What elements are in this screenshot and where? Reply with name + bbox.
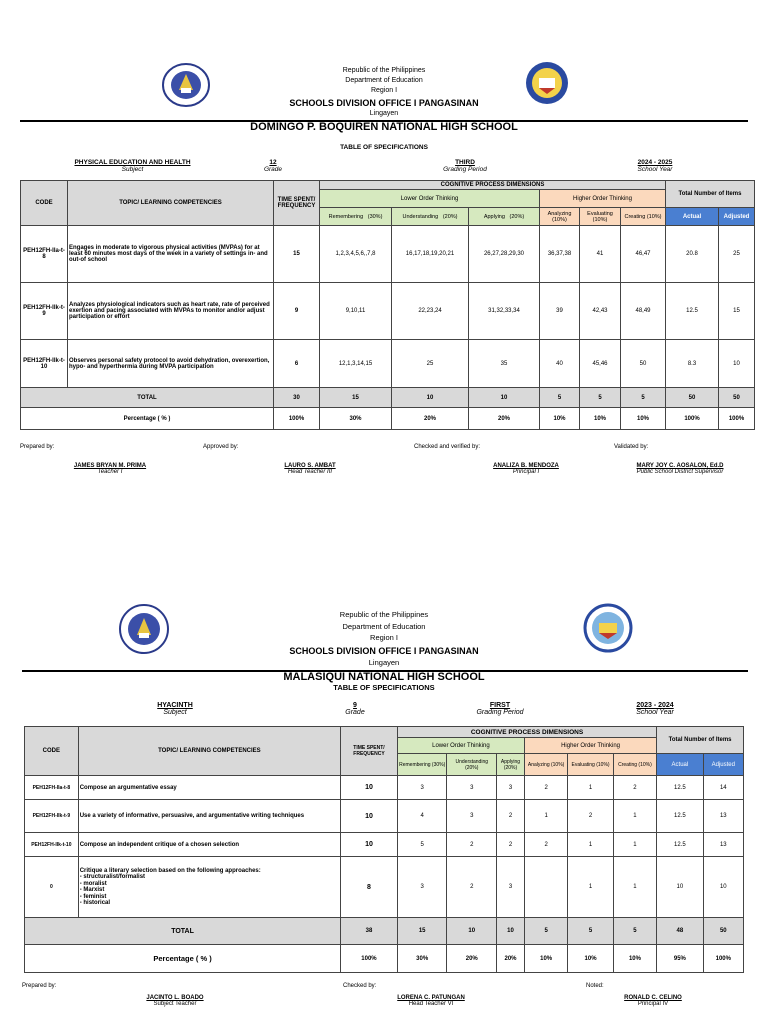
row-adjusted: 10	[719, 340, 755, 388]
period-label: Grading Period	[443, 166, 487, 173]
row-time: 8	[341, 857, 398, 918]
col-time: TIME SPENT/ FREQUENCY	[274, 181, 320, 226]
col-hot: Higher Order Thinking	[524, 738, 656, 754]
row-topic: Critique a literary selection based on the following approaches: - structuralist/formalist - moralist - Marxist - feminist - historical	[78, 857, 340, 918]
row-adjusted: 13	[703, 800, 743, 833]
grade-label: Grade	[345, 709, 365, 716]
checked-name: ANALIZA B. MENDOZA	[493, 463, 559, 469]
col-evaluating: Evaluating (10%)	[580, 208, 621, 226]
checked-role: Head Teacher VI	[408, 1001, 454, 1007]
row-topic: Compose an independent critique of a chosen selection	[78, 833, 340, 857]
percent-actual: 100%	[666, 408, 719, 430]
checked-label: Checked by:	[343, 983, 377, 989]
total-label: TOTAL	[25, 918, 341, 945]
row-actual: 12.5	[657, 800, 703, 833]
percent-und: 20%	[447, 945, 497, 973]
row-und: 25	[392, 340, 469, 388]
row-time: 15	[274, 226, 320, 283]
header-division: SCHOOLS DIVISION OFFICE I PANGASINAN	[289, 98, 479, 108]
prepared-name: JAMES BRYAN M. PRIMA	[73, 463, 147, 469]
und-label: Understanding	[402, 213, 439, 220]
col-actual: Actual	[657, 754, 703, 776]
col-creating: Creating (10%)	[621, 208, 666, 226]
header-republic: Republic of the Philippines	[342, 67, 426, 74]
row-topic: Engages in moderate to vigorous physical activities (MVPAs) for at least 60 minutes most days of the week in a variety of settings in- and out-of school	[68, 226, 274, 283]
checked-role: Principal I	[512, 469, 540, 475]
row-cre: 2	[613, 776, 656, 800]
year-value: 2024 - 2025	[637, 159, 673, 166]
school-name: MALASIQUI NATIONAL HIGH SCHOOL	[283, 671, 485, 683]
doc-title: TABLE OF SPECIFICATIONS	[333, 683, 435, 692]
percent-und: 20%	[392, 408, 469, 430]
total-ana: 5	[524, 918, 567, 945]
grade-field	[248, 159, 298, 173]
percent-time: 100%	[274, 408, 320, 430]
tos-table	[24, 726, 744, 973]
row-cre: 48,49	[621, 283, 666, 340]
col-evaluating: Evaluating (10%)	[568, 754, 613, 776]
year-field	[610, 702, 700, 716]
total-eva: 5	[568, 918, 613, 945]
signatory-approved	[250, 463, 370, 475]
col-total-items: Total Number of Items	[666, 181, 755, 208]
col-remembering: Remembering (30%)	[397, 754, 447, 776]
header-region: Region I	[370, 87, 398, 94]
row-cre: 1	[613, 857, 656, 918]
row-code: PEH12FH-IIk-t-10	[21, 340, 68, 388]
col-topic: TOPIC/ LEARNING COMPETENCIES	[78, 727, 340, 776]
total-row	[21, 388, 755, 408]
header-city: Lingayen	[368, 658, 400, 667]
header-city: Lingayen	[369, 110, 399, 117]
subject-field	[130, 702, 220, 716]
percent-rem: 30%	[397, 945, 447, 973]
row-actual: 8.3	[666, 340, 719, 388]
row-rem: 4	[397, 800, 447, 833]
col-understanding: Understanding (20%)	[447, 754, 497, 776]
row-eva: 2	[568, 800, 613, 833]
approved-label: Approved by:	[203, 444, 239, 450]
percent-eva: 10%	[580, 408, 621, 430]
row-rem: 12,1,3,14,15	[320, 340, 392, 388]
percent-adjusted: 100%	[719, 408, 755, 430]
year-field	[610, 159, 700, 173]
header-division: SCHOOLS DIVISION OFFICE I PANGASINAN	[289, 646, 479, 656]
col-creating: Creating (10%)	[613, 754, 656, 776]
checked-label: Checked and verified by:	[414, 444, 481, 450]
row-eva: 1	[568, 857, 613, 918]
total-app: 10	[469, 388, 540, 408]
row-rem: 9,10,11	[320, 283, 392, 340]
signatory-prepared	[50, 463, 170, 475]
noted-role: Principal IV	[637, 1001, 669, 1007]
percent-rem: 30%	[320, 408, 392, 430]
row-time: 6	[274, 340, 320, 388]
row-cre: 46,47	[621, 226, 666, 283]
row-eva: 41	[580, 226, 621, 283]
subject-label: Subject	[163, 709, 187, 716]
col-analyzing: Analyzing (10%)	[524, 754, 567, 776]
percent-app: 20%	[469, 408, 540, 430]
total-ana: 5	[540, 388, 580, 408]
row-ana: 40	[540, 340, 580, 388]
row-time: 10	[341, 833, 398, 857]
row-rem: 3	[397, 857, 447, 918]
prepared-name: JACINTO L. BOADO	[146, 995, 204, 1001]
signatory-validated	[605, 463, 755, 475]
row-time: 10	[341, 776, 398, 800]
table-row	[21, 283, 755, 340]
row-eva: 1	[568, 776, 613, 800]
percent-row	[21, 408, 755, 430]
noted-label: Noted:	[586, 983, 604, 989]
col-topic: TOPIC/ LEARNING COMPETENCIES	[68, 181, 274, 226]
row-adjusted: 25	[719, 226, 755, 283]
percent-cre: 10%	[621, 408, 666, 430]
row-ana: 36,37,38	[540, 226, 580, 283]
subject-value: HYACINTH	[157, 702, 193, 709]
grade-label: Grade	[263, 166, 283, 173]
prepared-label: Prepared by:	[22, 983, 57, 989]
period-value: FIRST	[489, 702, 511, 709]
col-hot: Higher Order Thinking	[540, 190, 666, 208]
row-und: 3	[447, 800, 497, 833]
tos-table	[20, 180, 755, 430]
total-app: 10	[497, 918, 525, 945]
percent-cre: 10%	[613, 945, 656, 973]
row-app: 3	[497, 857, 525, 918]
und-pct: (20%)	[442, 213, 458, 220]
grade-field	[330, 702, 380, 716]
row-code: PEH12FH-IIa-t-8	[25, 776, 79, 800]
row-time: 10	[341, 800, 398, 833]
period-field	[460, 702, 540, 716]
row-adjusted: 15	[719, 283, 755, 340]
header-deped: Department of Education	[345, 77, 423, 84]
grade-value: 12	[269, 159, 277, 166]
row-app: 2	[497, 833, 525, 857]
percent-label: Percentage ( % )	[25, 945, 341, 973]
col-lot: Lower Order Thinking	[397, 738, 524, 754]
row-app: 26,27,28,29,30	[469, 226, 540, 283]
row-ana: 2	[524, 776, 567, 800]
year-label: School Year	[637, 166, 673, 173]
table-row	[25, 776, 744, 800]
total-und: 10	[392, 388, 469, 408]
rem-label: Remembering	[328, 213, 364, 220]
row-eva: 45,46	[580, 340, 621, 388]
validated-label: Validated by:	[614, 444, 649, 450]
subject-label: Subject	[121, 166, 144, 173]
percent-adjusted: 100%	[703, 945, 743, 973]
total-label: TOTAL	[21, 388, 274, 408]
percent-actual: 95%	[657, 945, 703, 973]
total-cre: 5	[621, 388, 666, 408]
prepared-role: Teacher I	[97, 469, 123, 475]
row-und: 2	[447, 857, 497, 918]
noted-name: RONALD C. CELINO	[624, 995, 682, 1001]
col-cpd: COGNITIVE PROCESS DIMENSIONS	[397, 727, 656, 738]
percent-row	[25, 945, 744, 973]
percent-label: Percentage ( % )	[21, 408, 274, 430]
percent-eva: 10%	[568, 945, 613, 973]
validated-role: Public School District Supervisor	[636, 469, 724, 475]
row-adjusted: 13	[703, 833, 743, 857]
row-app: 3	[497, 776, 525, 800]
header-region: Region I	[370, 633, 398, 642]
col-remembering	[320, 208, 392, 226]
table-row	[25, 857, 744, 918]
row-code: PEH12FH-IIk-t-10	[25, 833, 79, 857]
validated-name: MARY JOY C. AOSALON, Ed.D	[636, 463, 724, 469]
doc-title: TABLE OF SPECIFICATIONS	[340, 144, 428, 151]
col-adjusted: Adjusted	[719, 208, 755, 226]
row-code: PEH12FH-IIk-t-9	[25, 800, 79, 833]
table-row	[25, 800, 744, 833]
total-rem: 15	[320, 388, 392, 408]
signatory-noted	[593, 995, 713, 1007]
col-actual: Actual	[666, 208, 719, 226]
row-topic: Analyzes physiological indicators such as heart rate, rate of perceived exertion and pacing associated with MVPAs to monitor and/or adjust participation or effort	[68, 283, 274, 340]
col-code: CODE	[25, 727, 79, 776]
row-und: 22,23,24	[392, 283, 469, 340]
total-cre: 5	[613, 918, 656, 945]
row-ana	[524, 857, 567, 918]
table-row	[25, 833, 744, 857]
row-cre: 1	[613, 833, 656, 857]
col-time: TIME SPENT/ FREQUENCY	[341, 727, 398, 776]
row-app: 2	[497, 800, 525, 833]
grade-value: 9	[353, 702, 357, 709]
row-code: 0	[25, 857, 79, 918]
app-pct: (20%)	[509, 213, 525, 220]
col-total-items: Total Number of Items	[657, 727, 744, 754]
row-topic: Observes personal safety protocol to avoid dehydration, overexertion, hypo- and hyperthermia during MVPA participation	[68, 340, 274, 388]
percent-ana: 10%	[524, 945, 567, 973]
signatory-prepared	[115, 995, 235, 1007]
row-cre: 1	[613, 800, 656, 833]
row-actual: 12.5	[666, 283, 719, 340]
total-time: 38	[341, 918, 398, 945]
row-eva: 1	[568, 833, 613, 857]
row-ana: 1	[524, 800, 567, 833]
row-rem: 1,2,3,4,5,6,,7,8	[320, 226, 392, 283]
row-code: PEH12FH-IIk-t-9	[21, 283, 68, 340]
app-label: Applying	[483, 213, 505, 220]
row-actual: 12.5	[657, 776, 703, 800]
percent-time: 100%	[341, 945, 398, 973]
period-field	[420, 159, 510, 173]
row-app: 35	[469, 340, 540, 388]
total-actual: 48	[657, 918, 703, 945]
signatory-checked	[371, 995, 491, 1007]
col-code: CODE	[21, 181, 68, 226]
total-actual: 50	[666, 388, 719, 408]
year-label: School Year	[636, 709, 674, 716]
row-adjusted: 10	[703, 857, 743, 918]
table-row	[21, 226, 755, 283]
total-adjusted: 50	[703, 918, 743, 945]
row-topic: Use a variety of informative, persuasive, and argumentative writing techniques	[78, 800, 340, 833]
subject-value: PHYSICAL EDUCATION AND HEALTH	[74, 159, 191, 166]
total-row	[25, 918, 744, 945]
total-adjusted: 50	[719, 388, 755, 408]
school-name: DOMINGO P. BOQUIREN NATIONAL HIGH SCHOOL	[250, 121, 518, 133]
row-ana: 2	[524, 833, 567, 857]
total-rem: 15	[397, 918, 447, 945]
row-rem: 5	[397, 833, 447, 857]
row-actual: 12.5	[657, 833, 703, 857]
approved-name: LAURO S. AMBAT	[284, 463, 336, 469]
prepared-label: Prepared by:	[20, 444, 55, 450]
table-row	[21, 340, 755, 388]
col-lot: Lower Order Thinking	[320, 190, 540, 208]
approved-role: Head Teacher III	[287, 469, 333, 475]
signatory-checked	[466, 463, 586, 475]
row-rem: 3	[397, 776, 447, 800]
period-value: THIRD	[455, 159, 475, 166]
row-eva: 42,43	[580, 283, 621, 340]
row-time: 9	[274, 283, 320, 340]
row-actual: 20.8	[666, 226, 719, 283]
period-label: Grading Period	[476, 709, 524, 716]
header-republic: Republic of the Philippines	[339, 610, 429, 619]
col-applying	[469, 208, 540, 226]
col-cpd: COGNITIVE PROCESS DIMENSIONS	[320, 181, 666, 190]
row-und: 16,17,18,19,20,21	[392, 226, 469, 283]
year-value: 2023 - 2024	[636, 702, 674, 709]
row-adjusted: 14	[703, 776, 743, 800]
col-adjusted: Adjusted	[703, 754, 743, 776]
rem-pct: (30%)	[367, 213, 383, 220]
total-time: 30	[274, 388, 320, 408]
header-deped: Department of Education	[342, 622, 426, 631]
row-ana: 39	[540, 283, 580, 340]
col-analyzing: Analyzing (10%)	[540, 208, 580, 226]
percent-ana: 10%	[540, 408, 580, 430]
row-app: 31,32,33,34	[469, 283, 540, 340]
total-und: 10	[447, 918, 497, 945]
col-applying: Applying (20%)	[497, 754, 525, 776]
subject-field	[60, 159, 205, 173]
row-cre: 50	[621, 340, 666, 388]
total-eva: 5	[580, 388, 621, 408]
prepared-role: Subject Teacher	[153, 1001, 197, 1007]
row-code: PEH12FH-IIa-t-8	[21, 226, 68, 283]
percent-app: 20%	[497, 945, 525, 973]
row-topic: Compose an argumentative essay	[78, 776, 340, 800]
row-und: 2	[447, 833, 497, 857]
row-und: 3	[447, 776, 497, 800]
col-understanding	[392, 208, 469, 226]
row-actual: 10	[657, 857, 703, 918]
checked-name: LORENA C. PATUNGAN	[397, 995, 465, 1001]
